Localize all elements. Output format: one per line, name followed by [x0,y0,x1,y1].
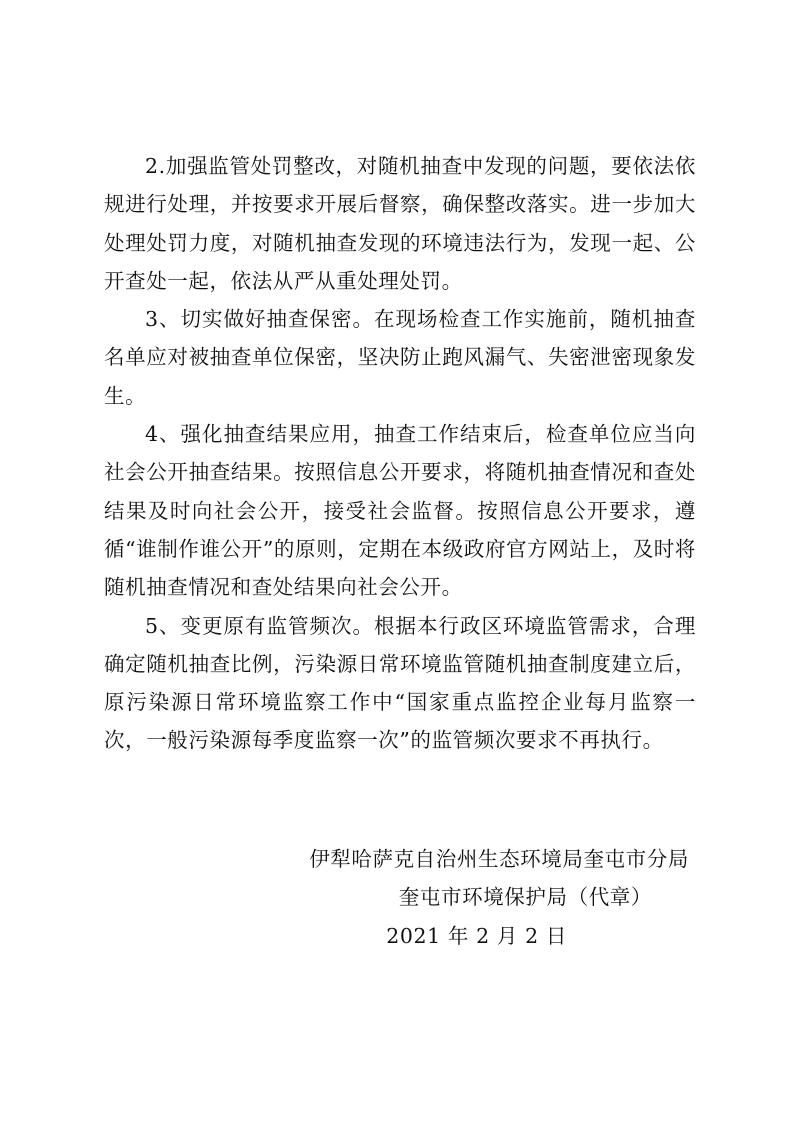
co-issuing-organization: 奎屯市环境保护局（代章） [398,885,652,910]
document-body [104,147,696,760]
issue-date: 2021 年 2 月 2 日 [386,923,567,948]
paragraph-inspection-confidentiality: 3、切实做好抽查保密。在现场检查工作实施前，随机抽查名单应对被抽查单位保密，坚决防止跑风漏气、失密泄密现象发生。 [104,307,696,408]
issuing-organization: 伊犁哈萨克自治州生态环境局奎屯市分局 [309,847,689,871]
paragraph-result-disclosure: 4、强化抽查结果应用，抽查工作结束后，检查单位应当向社会公开抽查结果。按照信息公开要求，将随机抽查情况和查处结果及时向社会公开，接受社会监督。按照信息公开要求，遵循“谁制作谁公开”的原则，定期在本级政府官方网站上，及时将随机抽查情况和查处结果向社会公开。 [104,422,696,600]
paragraph-penalty-rectification: 2.加强监管处罚整改，对随机抽查中发现的问题，要依法依规进行处理，并按要求开展后督察，确保整改落实。进一步加大处理处罚力度，对随机抽查发现的环境违法行为，发现一起、公开查处一起，依法从严从重处理处罚。 [104,154,696,293]
paragraph-supervision-frequency: 5、变更原有监管频次。根据本行政区环境监管需求，合理确定随机抽查比例，污染源日常环境监管随机抽查制度建立后，原污染源日常环境监察工作中“国家重点监控企业每月监察一次，一般污染源每季度监察一次”的监管频次要求不再执行。 [104,613,696,753]
signature-block [269,840,689,955]
